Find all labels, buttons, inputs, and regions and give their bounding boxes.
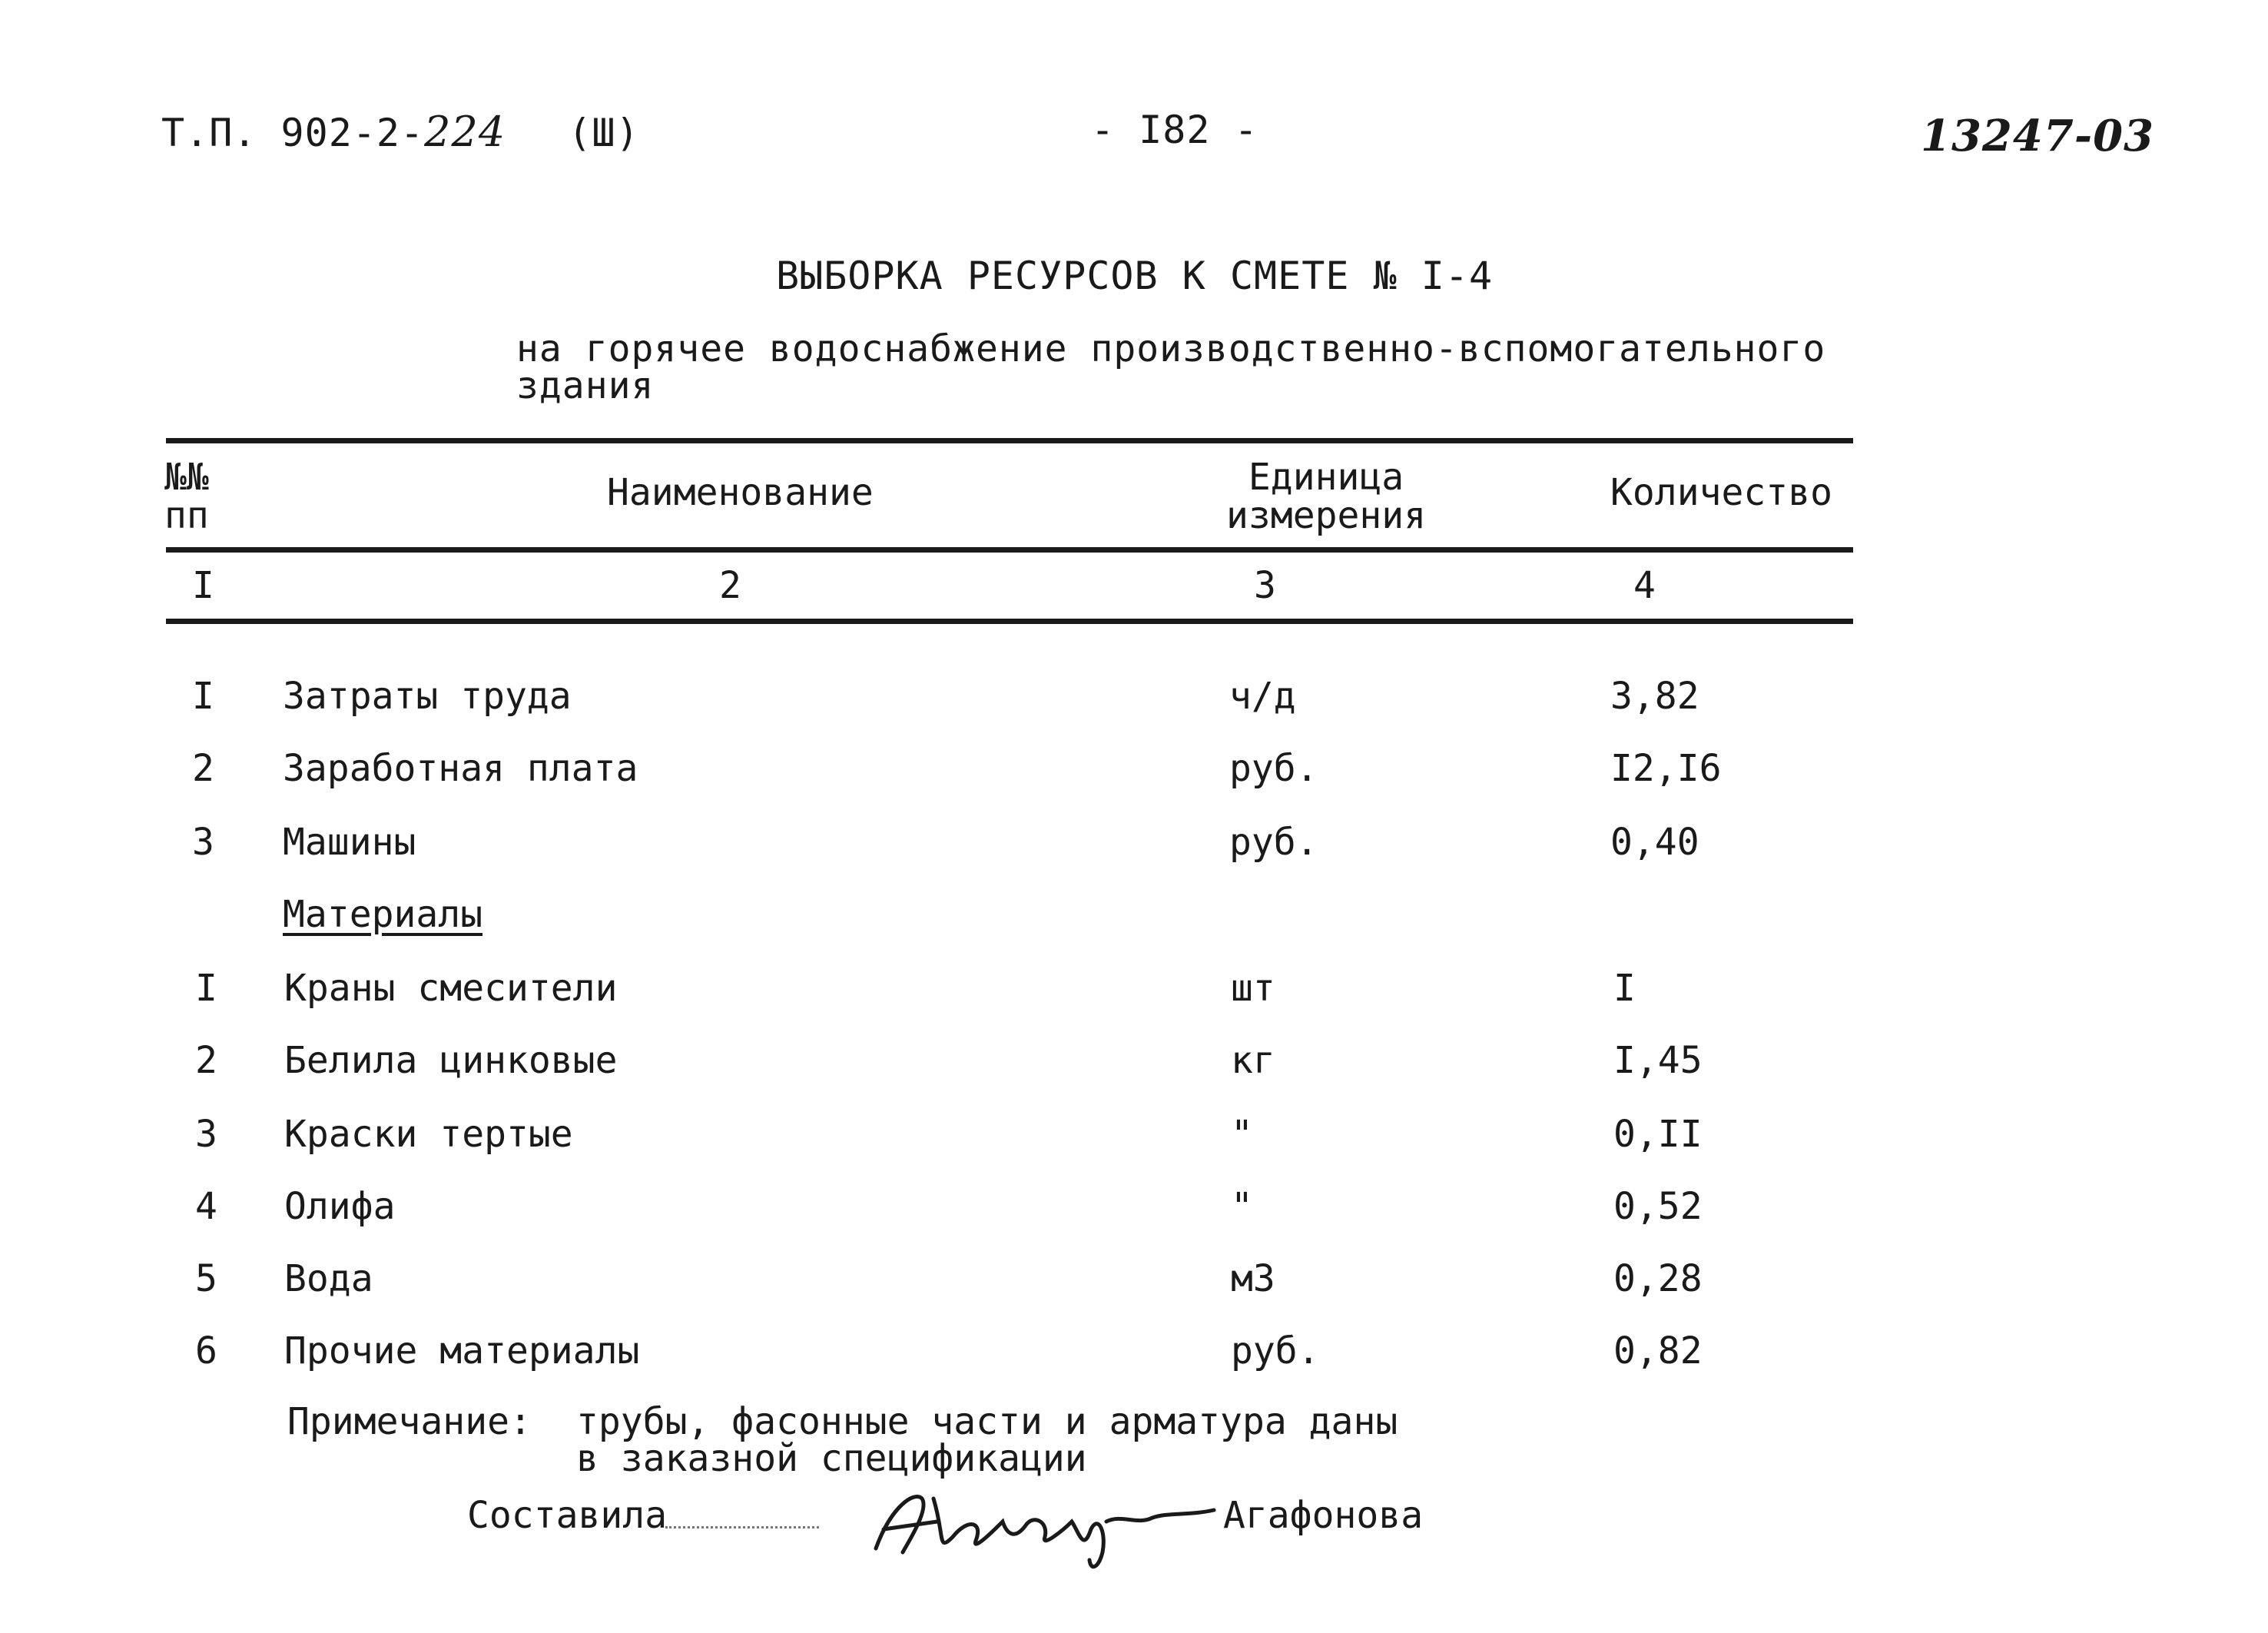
row-number: 3 — [195, 1113, 217, 1156]
row-name: Машины — [283, 821, 416, 864]
subtitle-line-1: на горячее водоснабжение производственно-вспомогательного — [516, 327, 1826, 370]
row-name: Краны смесители — [284, 967, 618, 1010]
row-unit: м3 — [1231, 1257, 1275, 1300]
row-unit: " — [1231, 1113, 1253, 1156]
note-line-1: трубы, фасонные части и арматура даны — [576, 1400, 1398, 1443]
row-quantity: 0,52 — [1613, 1185, 1703, 1228]
row-unit: " — [1231, 1185, 1253, 1228]
signoff-label: Составила — [467, 1494, 668, 1537]
row-unit: руб. — [1229, 747, 1318, 790]
note-label: Примечание: — [287, 1400, 532, 1443]
document-code — [161, 108, 640, 156]
row-name: Белила цинковые — [284, 1039, 618, 1082]
page-number: - I82 - — [1091, 108, 1258, 152]
column-number: 3 — [1254, 564, 1276, 607]
signature-dotted-line — [665, 1526, 819, 1528]
row-name: Заработная плата — [283, 747, 638, 790]
signature-image — [860, 1475, 1229, 1575]
row-name: Краски тертые — [284, 1113, 573, 1156]
row-quantity: 0,82 — [1613, 1329, 1703, 1372]
column-number: 4 — [1633, 564, 1656, 607]
column-number: I — [192, 564, 214, 607]
table-numbers-rule — [166, 619, 1853, 624]
note-line-2: в заказной спецификации — [576, 1437, 1087, 1480]
row-name: Прочие материалы — [284, 1329, 640, 1372]
document-title: ВЫБОРКА РЕСУРСОВ К СМЕТЕ № I-4 — [776, 254, 1494, 298]
row-unit: ч/д — [1229, 675, 1296, 718]
row-quantity: 3,82 — [1610, 675, 1699, 718]
row-number: 3 — [192, 821, 214, 864]
signoff-name: Агафонова — [1223, 1494, 1424, 1537]
row-unit: шт — [1231, 967, 1275, 1010]
table-top-rule — [166, 438, 1853, 443]
row-number: 2 — [192, 747, 214, 790]
row-number: I — [192, 675, 214, 718]
column-header-name: Наименование — [607, 471, 874, 514]
column-number: 2 — [719, 564, 741, 607]
row-quantity: I — [1613, 967, 1636, 1010]
row-quantity: 0,28 — [1613, 1257, 1703, 1300]
row-quantity: 0,II — [1613, 1113, 1703, 1156]
row-unit: руб. — [1231, 1329, 1320, 1372]
row-quantity: 0,40 — [1610, 821, 1699, 864]
row-name: Олифа — [284, 1185, 396, 1228]
row-number: I — [195, 967, 217, 1010]
document-part: (Ш) — [568, 111, 640, 155]
column-header-unit: Единица измерения — [1226, 456, 1427, 537]
table-header-rule — [166, 547, 1853, 553]
row-quantity: I2,I6 — [1610, 747, 1722, 790]
row-unit: руб. — [1229, 821, 1318, 864]
row-number: 2 — [195, 1039, 217, 1082]
row-number: 5 — [195, 1257, 217, 1300]
row-quantity: I,45 — [1613, 1039, 1703, 1082]
archive-number: 13247-03 — [1921, 111, 2154, 161]
document-code-handwritten: 224 — [424, 108, 506, 156]
column-header-number: №№ пп — [164, 456, 209, 537]
row-unit: кг — [1231, 1039, 1275, 1082]
section-title-materials: Материалы — [283, 893, 483, 936]
subtitle-line-2: здания — [516, 364, 655, 407]
column-header-quantity: Количество — [1610, 471, 1832, 514]
row-name: Вода — [284, 1257, 373, 1300]
document-code-printed: Т.П. 902-2- — [161, 111, 425, 155]
row-number: 4 — [195, 1185, 217, 1228]
row-name: Затраты труда — [283, 675, 572, 718]
row-number: 6 — [195, 1329, 217, 1372]
